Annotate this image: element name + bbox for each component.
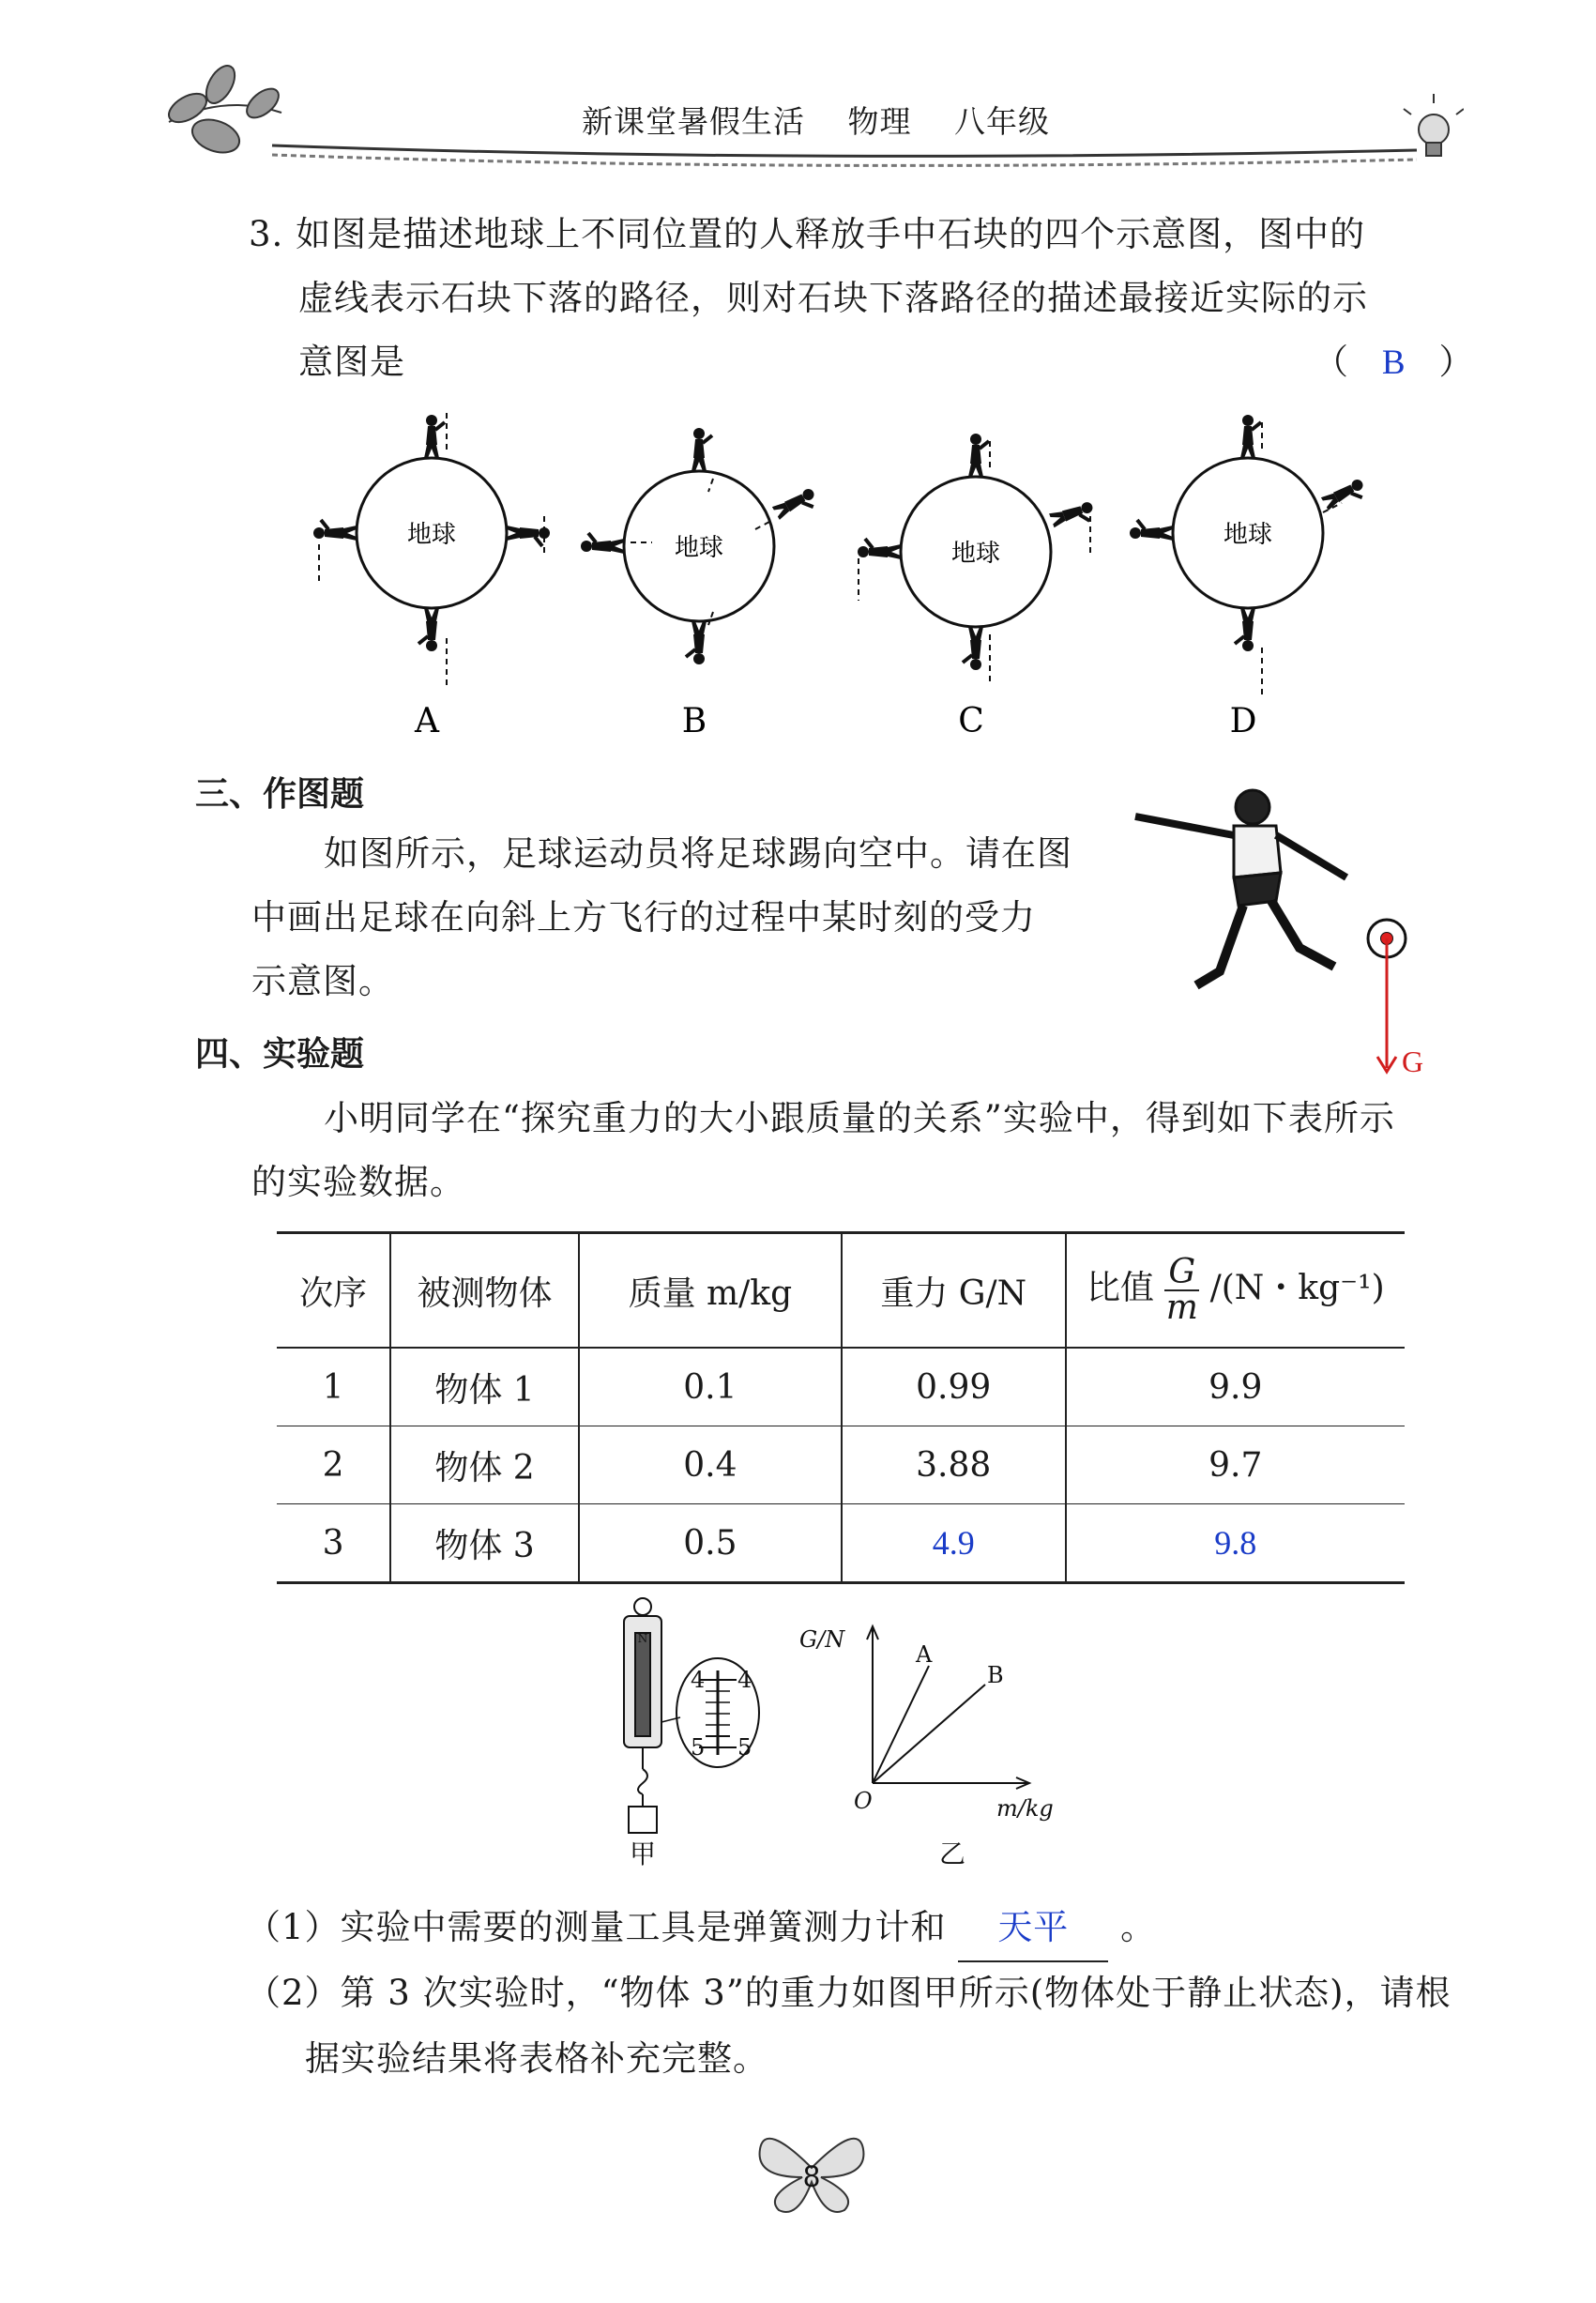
graph-line-b-label: B [987,1662,1004,1688]
graph-y-label: G/N [799,1626,845,1653]
globe-option-d [1130,415,1369,740]
graph-line-a-label: A [916,1641,933,1668]
sub-question-2-line2: 据实验结果将表格补充完整。 [305,2038,768,2079]
table-cell: 2 [277,1426,390,1504]
table-cell: 物体 3 [390,1504,579,1583]
section-4-intro2: 的实验数据。 [251,1162,465,1202]
table-cell: 0.4 [579,1426,842,1504]
globe-option-c [858,434,1097,740]
scale-top-left: 4 [691,1667,706,1693]
question-3-line1: 3. 如图是描述地球上不同位置的人释放手中石块的四个示意图，图中的 [249,214,1366,254]
graph-axes [867,1626,1029,1789]
figure-jia-caption: 甲 [629,1838,657,1868]
table-row [277,1348,1405,1426]
figure-yi-caption: 乙 [938,1838,966,1869]
globe-label: 地球 [950,540,1001,568]
subject-label: 物理 [847,103,912,140]
data-table [277,1231,1405,1584]
question-3-answer-bracket: （ B ） [1314,330,1475,395]
sub-question-1-answer: 天平 [958,1897,1108,1962]
figure-yi-graph [788,1609,1088,1882]
scale-zoom [661,1658,759,1767]
leaf-branch-icon [164,61,283,159]
light-bulb-icon [1404,94,1464,156]
table-row [277,1426,1405,1504]
table-header: 次序 [277,1233,390,1349]
section-3-line1: 如图所示，足球运动员将足球踢向空中。请在图 [324,833,1072,874]
sub-question-2-line1: （2）第 3 次实验时，“物体 3”的重力如图甲所示(物体处于静止状态)，请根 [246,1973,1452,2013]
table-cell: 0.5 [579,1504,842,1583]
table-cell: 0.1 [579,1348,842,1426]
page-number: 8 [803,2159,820,2193]
scale-bottom-right: 5 [737,1734,752,1761]
section-3-title: 三、作图题 [195,775,365,814]
soccer-player-figure [1126,770,1464,1089]
soccer-player-icon [1135,790,1346,985]
table-cell: 9.7 [1066,1426,1405,1504]
table-cell: 0.99 [842,1348,1066,1426]
table-header: 质量 m/kg [579,1233,842,1349]
table-cell: 物体 2 [390,1426,579,1504]
grade-label: 八年级 [954,103,1050,140]
table-header-ratio: 比值 $\frac{G}{m}$ /(N・kg⁻¹) [1066,1233,1405,1349]
graph-origin: O [854,1788,873,1814]
table-cell-answer: 9.8 [1066,1504,1405,1583]
table-cell: 3 [277,1504,390,1583]
dial-unit: N [637,1632,648,1645]
scale-bottom-left: 5 [691,1734,706,1761]
book-title: 新课堂暑假生活 [582,103,805,140]
gravity-label: G [1402,1045,1424,1078]
table-header: 重力 G/N [842,1233,1066,1349]
option-c-label: C [958,702,984,740]
section-4-title: 四、实验题 [195,1035,365,1074]
table-cell: 9.9 [1066,1348,1405,1426]
graph-line-b [873,1685,985,1783]
table-cell: 1 [277,1348,390,1426]
globe-diagrams [281,413,1389,751]
section-3-line3: 示意图。 [251,961,394,1001]
question-3-line3: 意图是 [298,342,405,382]
sub-question-1: （1）实验中需要的测量工具是弹簧测力计和 天平 。 [246,1896,1156,1962]
question-3-line2: 虚线表示石块下落的路径，则对石块下落路径的描述最接近实际的示 [298,278,1368,318]
table-cell: 物体 1 [390,1348,579,1426]
section-4-intro1: 小明同学在“探究重力的大小跟质量的关系”实验中，得到如下表所示 [324,1098,1395,1138]
ratio-fraction: $\frac{G}{m}$ [1165,1253,1198,1327]
figure-jia-spring-scale [600,1595,807,1868]
globe-label: 地球 [1223,521,1273,549]
globe-option-a [313,413,550,740]
question-3-answer: B [1381,343,1406,382]
option-b-label: B [681,702,707,740]
scale-top-right: 4 [737,1667,752,1693]
option-d-label: D [1229,702,1257,740]
graph-line-a [873,1666,929,1783]
graph-x-label: m/kg [996,1795,1054,1822]
section-3-line2: 中画出足球在向斜上方飞行的过程中某时刻的受力 [251,897,1036,938]
table-row [277,1504,1405,1583]
page-number-badge [746,2112,877,2224]
globe-label: 地球 [406,521,457,549]
gravity-arrow [1377,938,1396,1072]
globe-option-b [581,428,820,740]
globe-label: 地球 [674,534,724,562]
header-title [582,98,1082,142]
option-a-label: A [415,702,439,740]
table-header: 被测物体 [390,1233,579,1349]
table-cell: 3.88 [842,1426,1066,1504]
table-cell-answer: 4.9 [842,1504,1066,1583]
table-header-row [277,1233,1405,1349]
